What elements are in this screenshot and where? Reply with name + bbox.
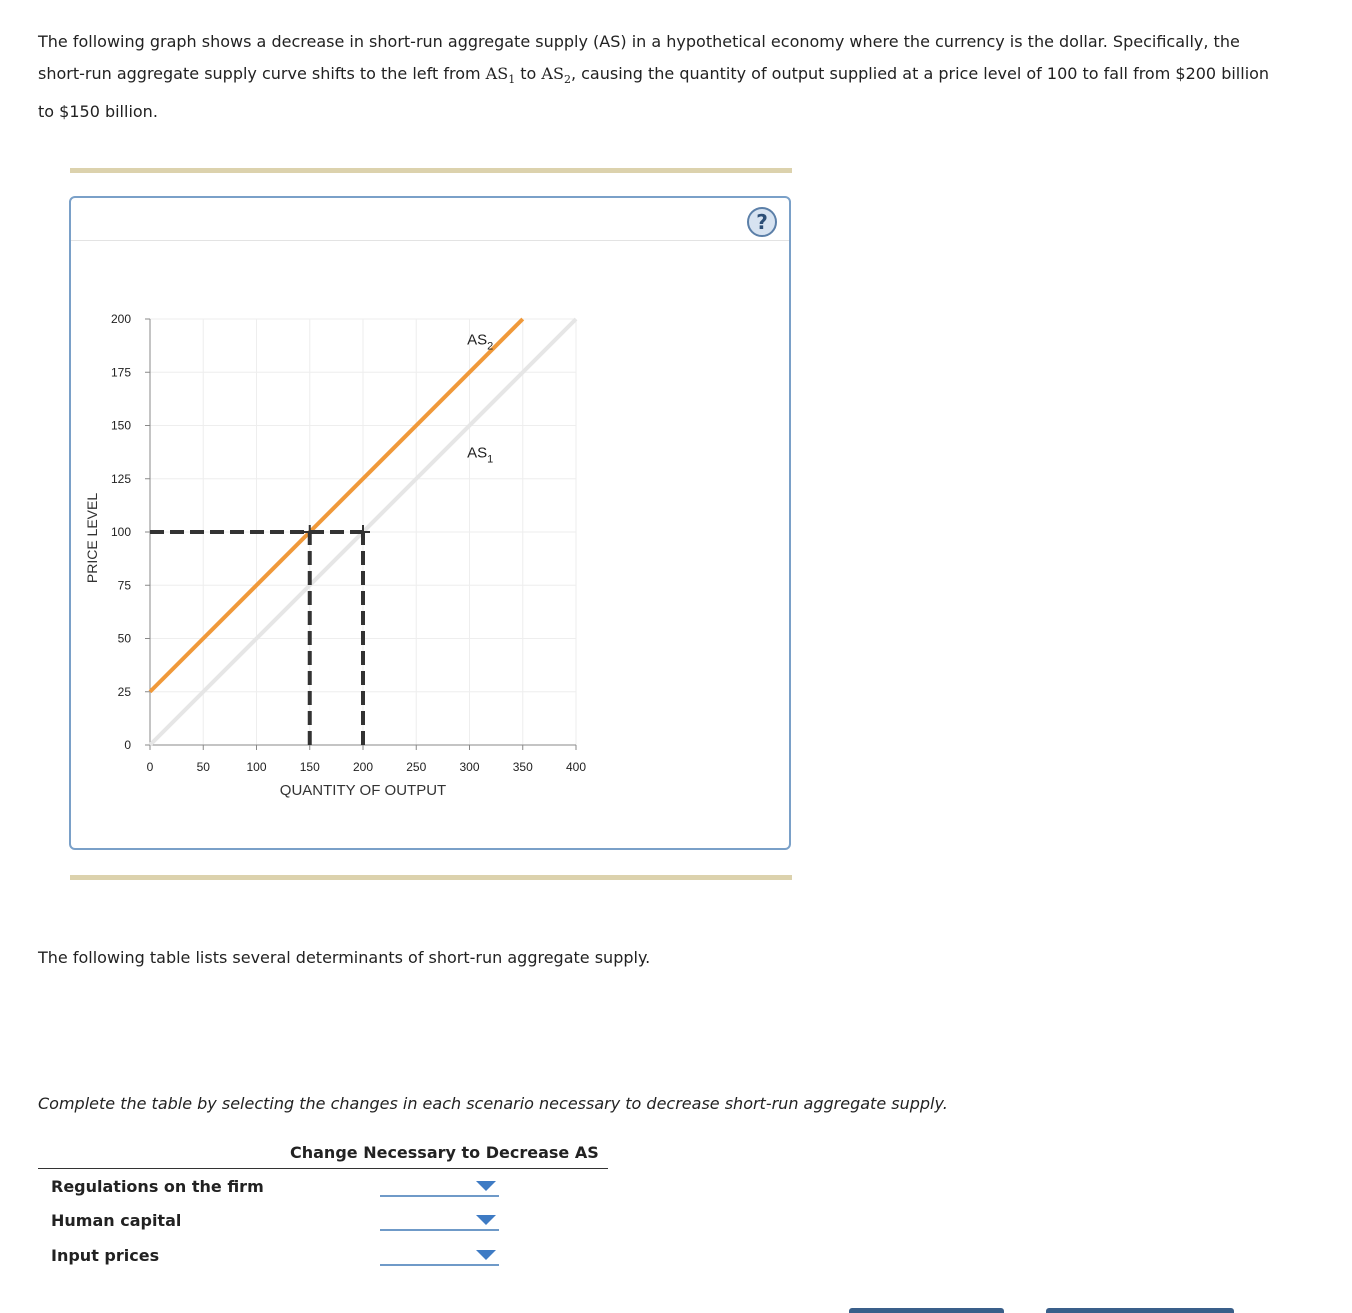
series-label-as1: $AS_1$ bbox=[467, 444, 494, 466]
table-intro-text: The following table lists several determinants of short-run aggregate supply. bbox=[38, 948, 651, 967]
x-tick-label: 300 bbox=[459, 760, 480, 774]
table-header: Change Necessary to Decrease AS bbox=[290, 1143, 599, 1162]
x-tick-label: 150 bbox=[299, 760, 320, 774]
y-tick-label: 0 bbox=[124, 738, 131, 752]
y-axis-title: PRICE LEVEL bbox=[84, 492, 100, 584]
row-label-input-prices: Input prices bbox=[51, 1246, 160, 1265]
series-line-as2 bbox=[150, 319, 523, 692]
y-tick-label: 200 bbox=[110, 312, 131, 326]
bottom-button-right[interactable] bbox=[1046, 1308, 1234, 1313]
x-tick-label: 50 bbox=[196, 760, 210, 774]
dropdown-regulations[interactable] bbox=[380, 1177, 499, 1197]
as-chart bbox=[71, 198, 789, 848]
row-label-regulations: Regulations on the firm bbox=[51, 1177, 264, 1196]
row-label-human-capital: Human capital bbox=[51, 1211, 182, 1230]
intro-part2: , causing the quantity of output supplied at a price level of 100 to fall from $200 billion to $150 billion. bbox=[38, 64, 1270, 122]
as2-symbol: $AS_2$ bbox=[541, 64, 571, 87]
top-divider-bar bbox=[70, 168, 792, 173]
x-axis-title: QUANTITY OF OUTPUT bbox=[279, 782, 447, 799]
table-header-rule bbox=[38, 1168, 608, 1169]
y-tick-label: 100 bbox=[110, 525, 131, 539]
x-tick-label: 250 bbox=[406, 760, 427, 774]
bottom-button-left[interactable] bbox=[849, 1308, 1004, 1313]
y-tick-label: 150 bbox=[110, 418, 131, 433]
intro-part1: The following graph shows a decrease in short-run aggregate supply (AS) in a hypothetical economy where the currency is the dollar. Specifically, the short-run aggregate supply curve shifts to the left from bbox=[38, 32, 1240, 83]
chevron-down-icon bbox=[476, 1181, 496, 1191]
y-tick-label: 175 bbox=[110, 365, 131, 380]
series-label-as2: $AS_2$ bbox=[467, 331, 494, 353]
chevron-down-icon bbox=[476, 1215, 496, 1225]
y-tick-label: 125 bbox=[110, 471, 131, 486]
instruction-text: Complete the table by selecting the changes in each scenario necessary to decrease short-run aggregate supply. bbox=[38, 1094, 948, 1113]
x-tick-label: 200 bbox=[352, 760, 374, 774]
x-tick-label: 100 bbox=[246, 760, 267, 774]
x-tick-label: 400 bbox=[565, 760, 587, 774]
y-tick-label: 50 bbox=[117, 631, 131, 646]
y-tick-label: 75 bbox=[117, 578, 131, 593]
as1-symbol: $AS_1$ bbox=[485, 64, 516, 87]
intro-paragraph: The following graph shows a decrease in short-run aggregate supply (AS) in a hypothetical economy where the currency is the dollar. Specifically, the short-run aggregate supply curve shifts to the left from $AS_1$ to $AS_2$, causing the quantity of output supplied at a price level of 100 to fall from $200 billion to $150 billion. bbox=[38, 32, 1270, 122]
x-tick-label: 350 bbox=[512, 760, 533, 774]
chevron-down-icon bbox=[476, 1250, 496, 1260]
help-button[interactable]: ? bbox=[747, 207, 777, 237]
graph-panel bbox=[69, 196, 791, 850]
bottom-divider-bar bbox=[70, 875, 792, 880]
dropdown-human-capital[interactable] bbox=[380, 1211, 499, 1231]
dropdown-input-prices[interactable] bbox=[380, 1246, 499, 1266]
x-tick-label: 0 bbox=[146, 760, 154, 774]
y-tick-label: 25 bbox=[117, 684, 131, 699]
